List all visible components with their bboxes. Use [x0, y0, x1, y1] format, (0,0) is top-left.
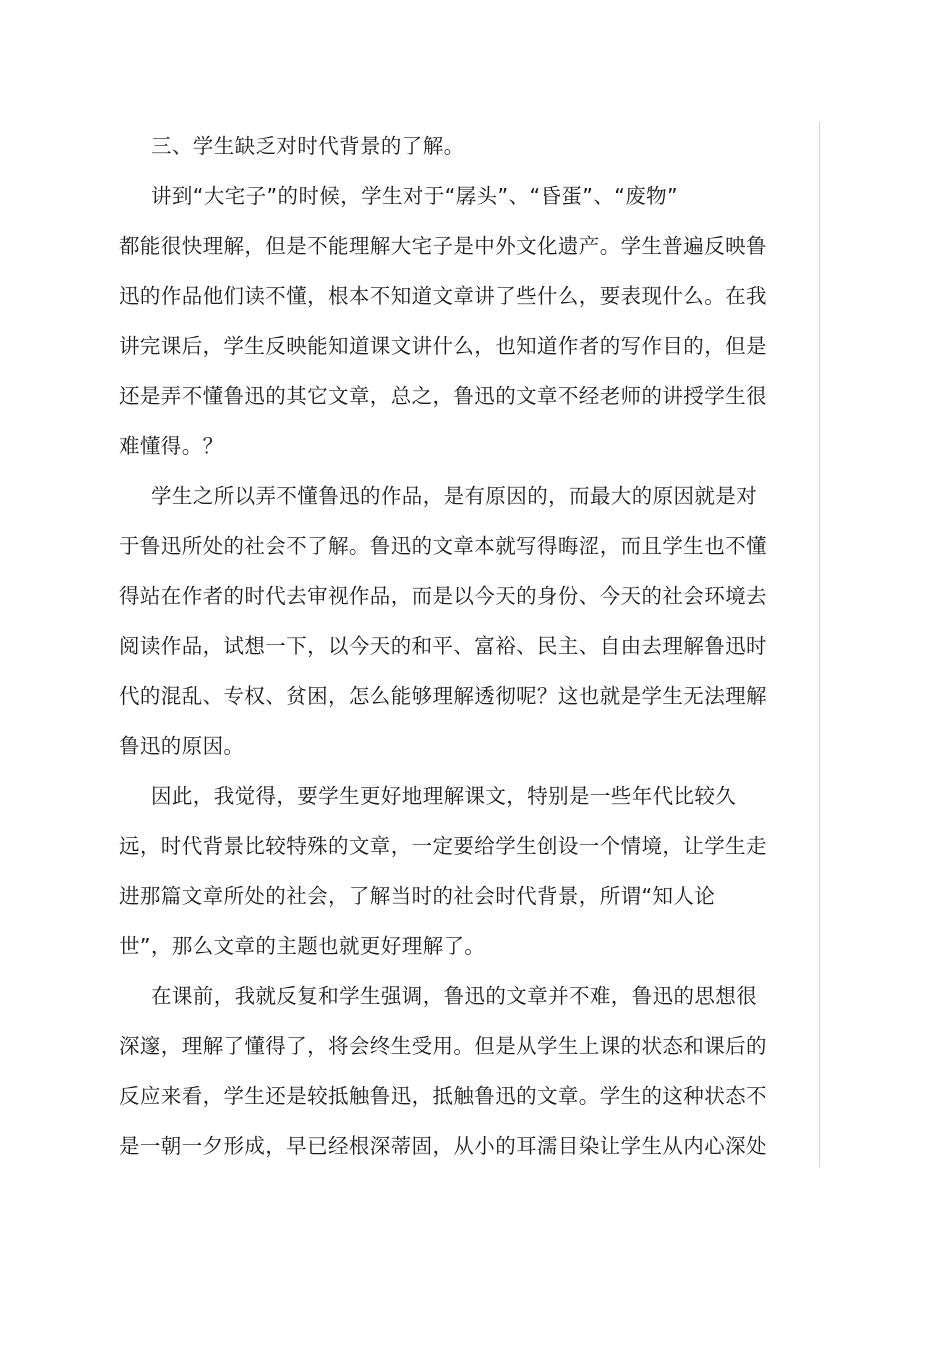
paragraph-line: 世”，那么文章的主题也就更好理解了。	[119, 934, 486, 958]
paragraph-line: 代的混乱、专权、贫困，怎么能够理解透彻呢？这也就是学生无法理解	[119, 684, 767, 708]
paragraph-line: 讲完课后，学生反映能知道课文讲什么，也知道作者的写作目的，但是	[119, 334, 767, 358]
paragraph-line: 进那篇文章所处的社会，了解当时的社会时代背景，所谓“知人论	[119, 884, 716, 908]
paragraph-line: 反应来看，学生还是较抵触鲁迅，抵触鲁迅的文章。学生的这种状态不	[119, 1084, 767, 1108]
paragraph-line: 于鲁迅所处的社会不了解。鲁迅的文章本就写得晦涩，而且学生也不懂	[119, 534, 767, 558]
section-heading: 三、学生缺乏对时代背景的了解。	[151, 134, 465, 158]
paragraph-line: 得站在作者的时代去审视作品，而是以今天的身份、今天的社会环境去	[119, 584, 767, 608]
paragraph-line: 还是弄不懂鲁迅的其它文章，总之，鲁迅的文章不经老师的讲授学生很	[119, 384, 767, 408]
paragraph-line: 远，时代背景比较特殊的文章，一定要给学生创设一个情境，让学生走	[119, 834, 767, 858]
paragraph-line: 因此，我觉得，要学生更好地理解课文，特别是一些年代比较久	[151, 784, 737, 808]
paragraph-line: 鲁迅的原因。	[119, 734, 245, 758]
paragraph-line: 阅读作品，试想一下，以今天的和平、富裕、民主、自由去理解鲁迅时	[119, 634, 767, 658]
paragraph-line: 迅的作品他们读不懂，根本不知道文章讲了些什么，要表现什么。在我	[119, 284, 767, 308]
paragraph-line: 在课前，我就反复和学生强调，鲁迅的文章并不难，鲁迅的思想很	[151, 984, 758, 1008]
margin-rule	[819, 122, 820, 1167]
paragraph-line: 是一朝一夕形成，早已经根深蒂固，从小的耳濡目染让学生从内心深处	[119, 1134, 767, 1158]
paragraph-line: 难懂得。？	[119, 434, 224, 458]
paragraph-line: 讲到“大宅子”的时候，学生对于“孱头”、“昏蛋”、“废物”	[151, 184, 679, 208]
paragraph-line: 学生之所以弄不懂鲁迅的作品，是有原因的，而最大的原因就是对	[151, 484, 758, 508]
paragraph-line: 都能很快理解，但是不能理解大宅子是中外文化遗产。学生普遍反映鲁	[119, 234, 767, 258]
paragraph-line: 深邃，理解了懂得了，将会终生受用。但是从学生上课的状态和课后的	[119, 1034, 767, 1058]
